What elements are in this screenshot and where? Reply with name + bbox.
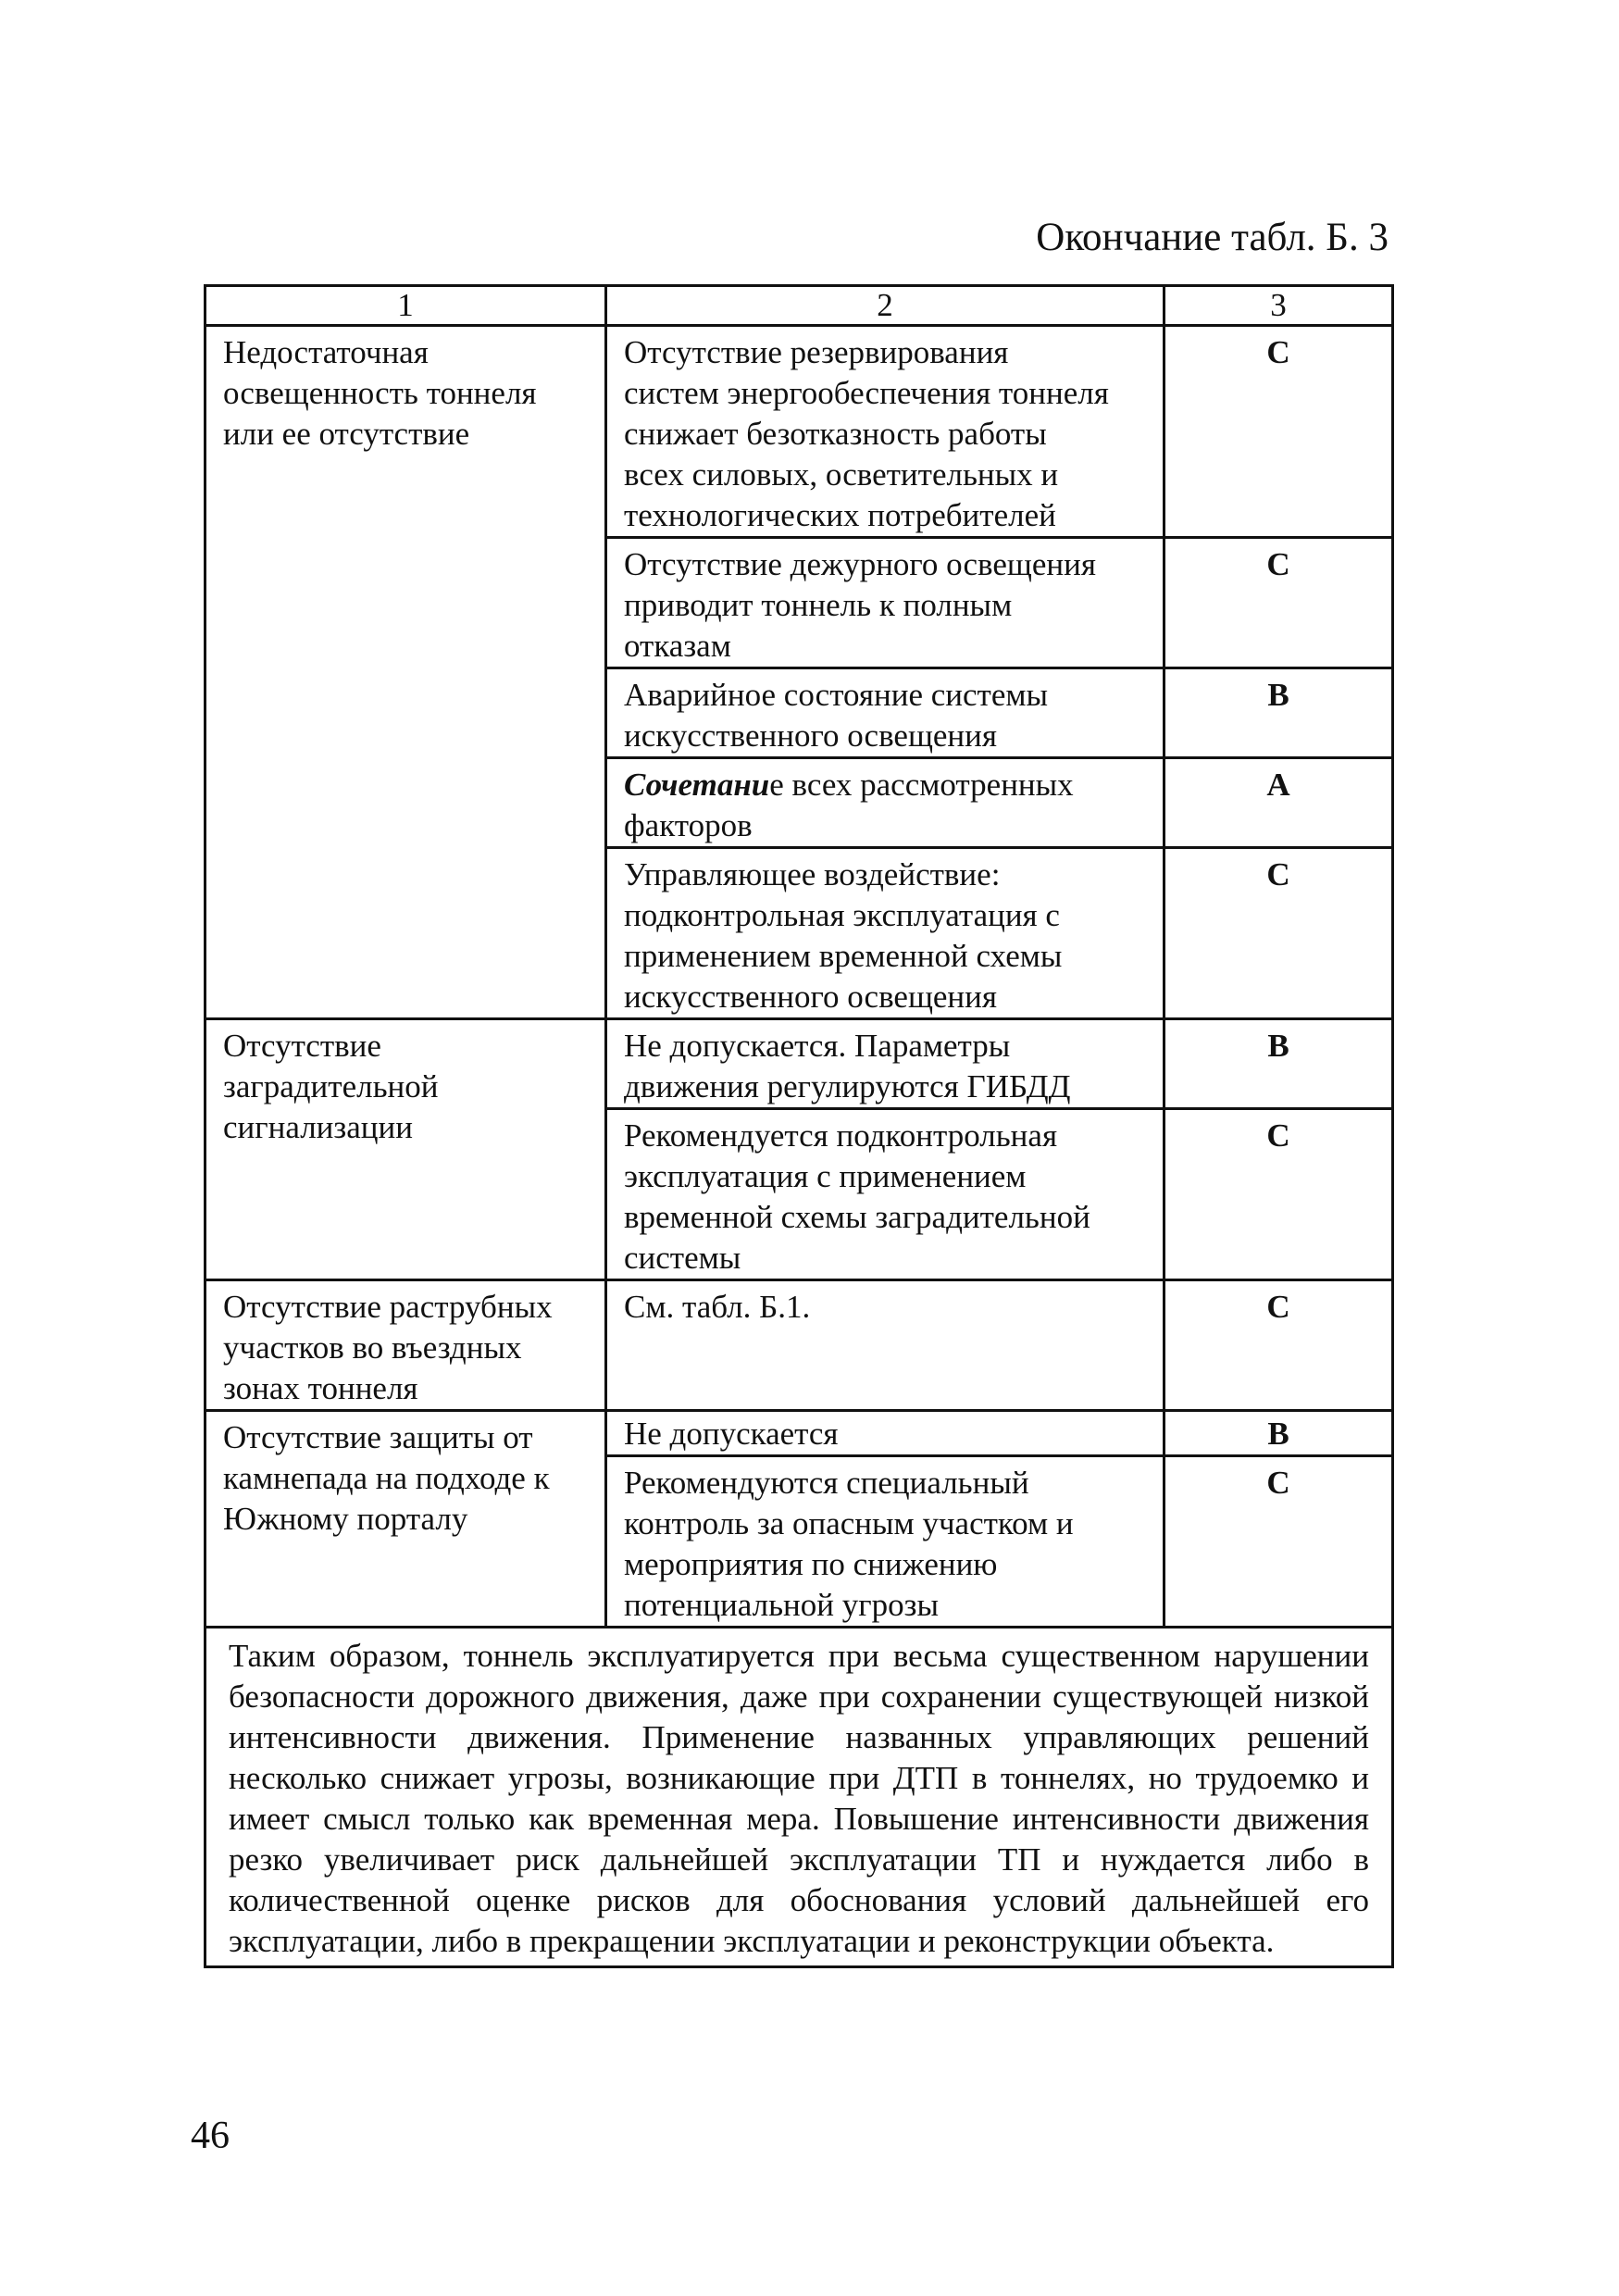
table-row bbox=[205, 1019, 1393, 1109]
effect-cell bbox=[606, 758, 1164, 848]
factor-cell bbox=[205, 1280, 606, 1411]
column-header-3: 3 bbox=[1164, 286, 1393, 326]
summary-row bbox=[205, 1628, 1393, 1967]
grade-cell: С bbox=[1164, 326, 1393, 538]
effect-cell bbox=[606, 1019, 1164, 1109]
effect-emphasis: Сочетани bbox=[624, 767, 770, 803]
grade-cell: С bbox=[1164, 1280, 1393, 1411]
effect-text: Не допускается. Параметры движения регулируются ГИБДД bbox=[624, 1028, 1071, 1104]
effect-cell bbox=[606, 668, 1164, 758]
effect-cell bbox=[606, 326, 1164, 538]
table-row bbox=[205, 1411, 1393, 1456]
effect-cell bbox=[606, 1109, 1164, 1280]
factor-text: Отсутствие раструбных участков во въездных зонах тоннеля bbox=[223, 1289, 553, 1406]
factor-text: Отсутствие заградительной сигнализации bbox=[223, 1028, 439, 1145]
factor-text: Недостаточная освещенность тоннеля или ее отсутствие bbox=[223, 334, 537, 452]
effect-cell bbox=[606, 538, 1164, 668]
grade-cell: С bbox=[1164, 1109, 1393, 1280]
effect-text: Не допускается bbox=[624, 1416, 839, 1452]
effect-text: Рекомендуется подконтрольная эксплуатация с применением временной схемы заградительной системы bbox=[624, 1117, 1090, 1276]
effect-text: Рекомендуются специальный контроль за опасным участком и мероприятия по снижению потенциальной угрозы bbox=[624, 1465, 1074, 1623]
grade-cell: В bbox=[1164, 668, 1393, 758]
page-number: 46 bbox=[191, 2115, 230, 2157]
grade-cell: А bbox=[1164, 758, 1393, 848]
effect-cell bbox=[606, 848, 1164, 1019]
effect-cell bbox=[606, 1411, 1164, 1456]
grade-cell: С bbox=[1164, 1456, 1393, 1628]
table-row bbox=[205, 1280, 1393, 1411]
grade-cell: В bbox=[1164, 1411, 1393, 1456]
grade-cell: В bbox=[1164, 1019, 1393, 1109]
factor-text: Отсутствие защиты от камнепада на подходе к Южному порталу bbox=[223, 1419, 550, 1537]
column-header-2: 2 bbox=[606, 286, 1164, 326]
effect-text: Отсутствие дежурного освещения приводит тоннель к полным отказам bbox=[624, 546, 1096, 664]
column-header-1: 1 bbox=[205, 286, 606, 326]
effect-cell bbox=[606, 1456, 1164, 1628]
effect-text: е всех рассмотренных факторов bbox=[624, 767, 1074, 843]
summary-text: Таким образом, тоннель эксплуатируется при весьма существенном нарушении безопасности дорожного движения, даже при сохранении существующей низкой интенсивности движения. Применение названных управляющих решений несколько снижает угрозы, возникающие при ДТП в тоннелях, но трудоемко и имеет смысл только как временная мера. Повышение интенсивности движения резко увеличивает риск дальнейшей эксплуатации ТП и нуждается либо в количественной оценке рисков для обоснования условий дальнейшей его эксплуатации, либо в прекращении эксплуатации и реконструкции объекта. bbox=[205, 1628, 1393, 1967]
table-header-row bbox=[205, 286, 1393, 326]
effect-cell bbox=[606, 1280, 1164, 1411]
grade-cell: С bbox=[1164, 538, 1393, 668]
effect-text: Аварийное состояние системы искусственного освещения bbox=[624, 677, 1049, 754]
factor-cell bbox=[205, 1019, 606, 1280]
effect-text: См. табл. Б.1. bbox=[624, 1289, 811, 1325]
risk-table bbox=[204, 284, 1394, 1968]
factor-cell bbox=[205, 326, 606, 1019]
table-caption: Окончание табл. Б. 3 bbox=[1036, 216, 1389, 259]
factor-cell bbox=[205, 1411, 606, 1628]
effect-text: Управляющее воздействие: подконтрольная эксплуатация с применением временной схемы искусственного освещения bbox=[624, 856, 1063, 1015]
grade-cell: С bbox=[1164, 848, 1393, 1019]
table-row bbox=[205, 326, 1393, 538]
effect-text: Отсутствие резервирования систем энергообеспечения тоннеля снижает безотказность работы всех силовых, осветительных и технологических потребителей bbox=[624, 334, 1109, 533]
